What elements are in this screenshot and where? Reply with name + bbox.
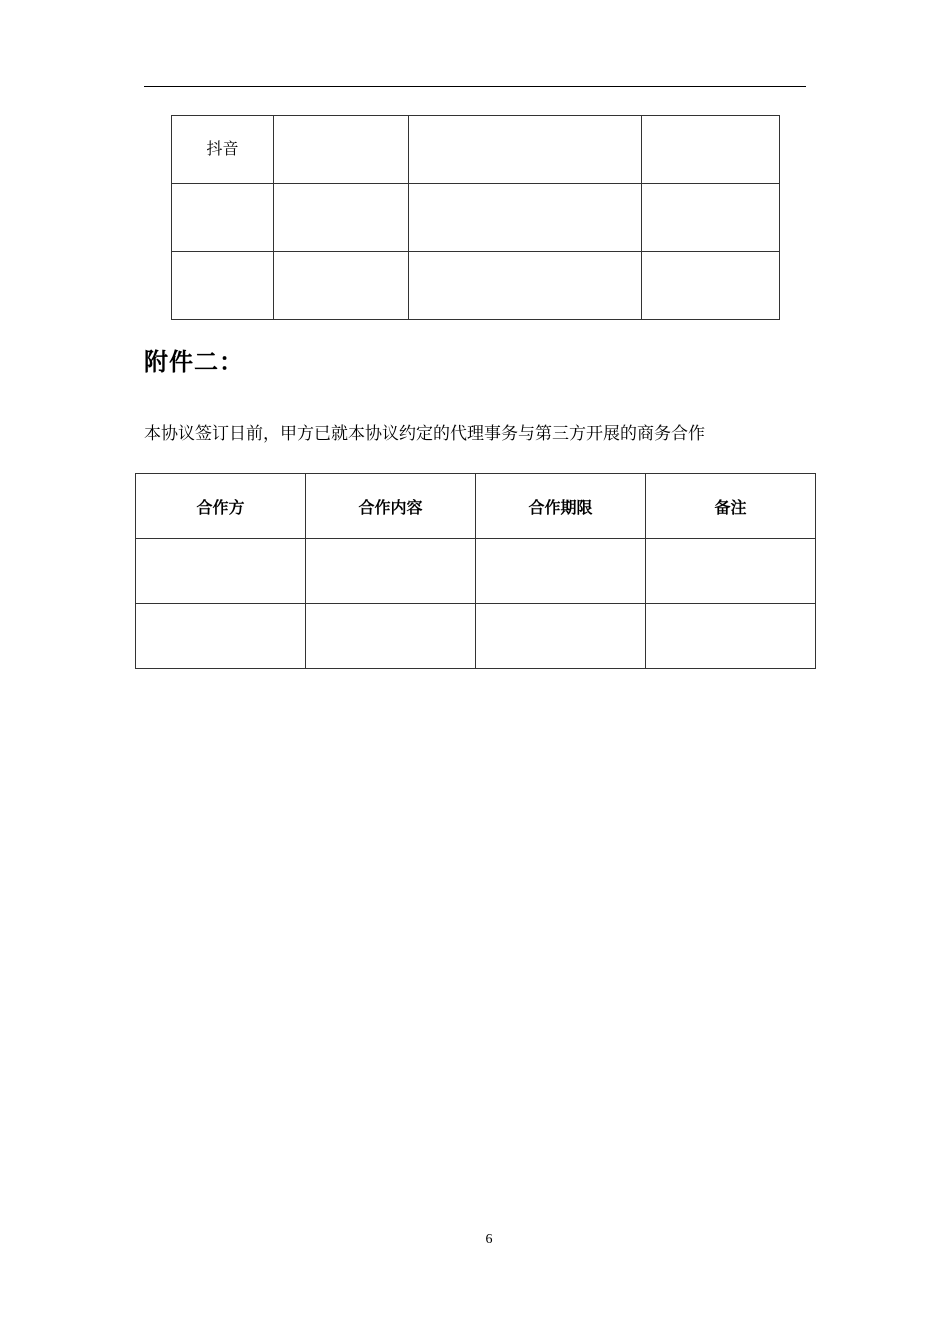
table-cell bbox=[646, 539, 816, 604]
table-cell bbox=[409, 184, 642, 252]
column-header-content: 合作内容 bbox=[306, 474, 476, 539]
platform-cell: 抖音 bbox=[172, 116, 274, 184]
attachment-intro: 本协议签订日前，甲方已就本协议约定的代理事务与第三方开展的商务合作 bbox=[144, 424, 705, 444]
table-cell bbox=[274, 252, 409, 320]
table-cell bbox=[476, 604, 646, 669]
page-number: 6 bbox=[485, 1232, 493, 1247]
table-cell bbox=[642, 252, 780, 320]
table-row bbox=[136, 539, 816, 604]
table-cell bbox=[274, 184, 409, 252]
table-row bbox=[172, 252, 780, 320]
table-row bbox=[136, 604, 816, 669]
attachment-heading: 附件二： bbox=[144, 348, 244, 376]
platform-table bbox=[171, 115, 780, 320]
column-header-remarks: 备注 bbox=[646, 474, 816, 539]
table-cell bbox=[409, 252, 642, 320]
table-cell bbox=[274, 116, 409, 184]
table-cell bbox=[409, 116, 642, 184]
column-header-partner: 合作方 bbox=[136, 474, 306, 539]
cooperation-table bbox=[135, 473, 816, 669]
table-cell bbox=[136, 539, 306, 604]
header-rule bbox=[144, 86, 806, 87]
table-cell bbox=[646, 604, 816, 669]
table-cell bbox=[136, 604, 306, 669]
table-cell bbox=[306, 539, 476, 604]
table-cell bbox=[306, 604, 476, 669]
table-cell bbox=[172, 252, 274, 320]
table-header-row bbox=[136, 474, 816, 539]
table-cell bbox=[642, 116, 780, 184]
table-cell bbox=[476, 539, 646, 604]
table-row bbox=[172, 184, 780, 252]
column-header-term: 合作期限 bbox=[476, 474, 646, 539]
table-cell bbox=[642, 184, 780, 252]
table-row bbox=[172, 116, 780, 184]
table-cell bbox=[172, 184, 274, 252]
